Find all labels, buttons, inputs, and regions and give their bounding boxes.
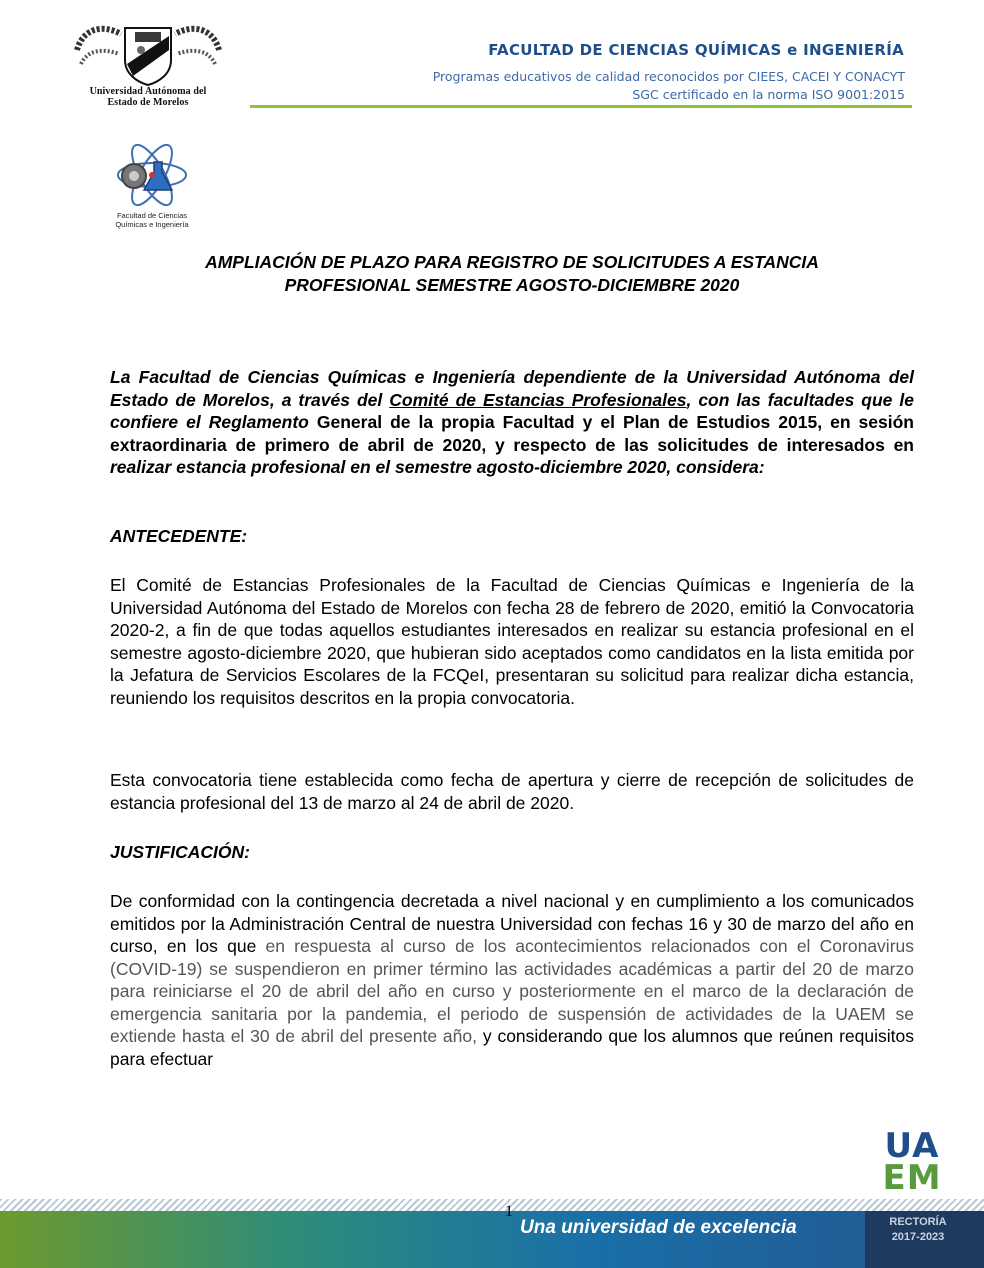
intro-part1: La Facultad de Ciencias Químicas e Ingeniería dependiente de la Universidad Autónoma del Estado de Morelos, a través del (110, 367, 914, 410)
university-caption (68, 86, 228, 108)
antecedente-paragraph: El Comité de Estancias Profesionales de la Facultad de Ciencias Químicas e Ingeniería de la Universidad Autónoma del Estado de Morelos con fecha 28 de febrero de 2020, emitió la Convocatoria 2020-2, a fin de que todas aquellos estudiantes interesados en realizar su estancia profesional en el semestre agosto-diciembre 2020, que hubieran sido aceptados como candidatos en la lista emitida por la Jefatura de Servicios Escolares de la FCQeI, presentaran su solicitud para realizar dicha estancia, reuniendo los requisitos descritos en la propia convocatoria. (110, 575, 914, 708)
committee-name: Comité de Estancias Profesionales (389, 389, 687, 410)
justificacion-paragraph (110, 890, 914, 1070)
faculty-logo-caption-line2: Químicas e Ingeniería (115, 220, 189, 229)
intro-part4: realizar estancia profesional en el semestre agosto-diciembre 2020, considera: (110, 457, 765, 477)
justificacion-part3: y considerando que los alumnos que reúnen requisitos para efectuar (110, 1026, 914, 1069)
rectoria-label (866, 1215, 970, 1245)
atom-flask-icon (104, 144, 200, 206)
convocatoria-paragraph: Esta convocatoria tiene establecida como fecha de apertura y cierre de recepción de solicitudes de estancia profesional del 13 de marzo al 24 de abril de 2020. (110, 770, 914, 813)
footer-slogan: Una universidad de excelencia (520, 1217, 797, 1238)
rectoria-line1: RECTORÍA (889, 1216, 947, 1228)
university-logo (68, 20, 228, 116)
faculty-logo-caption (104, 211, 200, 229)
uaem-wordmark (876, 1126, 948, 1198)
intro-part3: General de la propia Facultad y el Plan de Estudios 2015, en sesión extraordinaria de primero de abril de 2020, y respecto de las solicitudes de interesados en (110, 412, 914, 455)
document-title (110, 251, 914, 297)
justificacion-part1: De conformidad con la contingencia decretada a nivel nacional y en cumplimiento a los comunicados emitidos por la Administración Central de nuestra Universidad con fechas 16 y 30 de marzo del año en curso, en los que (110, 891, 914, 956)
document-title-line2: PROFESIONAL SEMESTRE AGOSTO-DICIEMBRE 2020 (284, 275, 740, 295)
header-rule (250, 105, 912, 108)
uaem-wordmark-bottom: EM (882, 1158, 942, 1198)
rectoria-line2: 2017-2023 (891, 1231, 945, 1243)
university-crest-icon (73, 20, 223, 86)
footer-stripe (0, 1199, 984, 1211)
faculty-name: FACULTAD DE CIENCIAS QUÍMICAS e INGENIERÍA (488, 41, 904, 59)
justificacion-part2: en respuesta al curso de los acontecimientos relacionados con el Coronavirus (COVID-19) se suspendieron en primer término las actividades académicas a partir del 20 de marzo para reiniciarse el 20 de abril del año en curso y posteriormente en el marco de la declaración de emergencia sanitaria por la pandemia, el periodo de suspensión de actividades de la UAEM se extiende hasta el 30 de abril del presente año, (110, 936, 914, 1046)
justificacion-heading: JUSTIFICACIÓN: (110, 842, 250, 862)
page-number: 1 (505, 1203, 513, 1220)
uaem-wordmark-top: UA (884, 1126, 940, 1166)
university-caption-line1: Universidad Autónoma del (89, 86, 207, 97)
intro-part2: , con las facultades que le confiere el Reglamento (110, 389, 914, 432)
university-caption-line2: Estado de Morelos (107, 97, 189, 108)
accreditation-line: Programas educativos de calidad reconocidos por CIEES, CACEI Y CONACYT (432, 69, 905, 84)
antecedente-heading: ANTECEDENTE: (110, 526, 248, 546)
certification-line: SGC certificado en la norma ISO 9001:2015 (632, 87, 905, 102)
faculty-logo (104, 144, 200, 232)
document-title-line1: AMPLIACIÓN DE PLAZO PARA REGISTRO DE SOLICITUDES A ESTANCIA (205, 252, 819, 272)
intro-paragraph (110, 366, 914, 479)
footer-band (0, 1211, 984, 1268)
faculty-logo-caption-line1: Facultad de Ciencias (116, 211, 188, 220)
